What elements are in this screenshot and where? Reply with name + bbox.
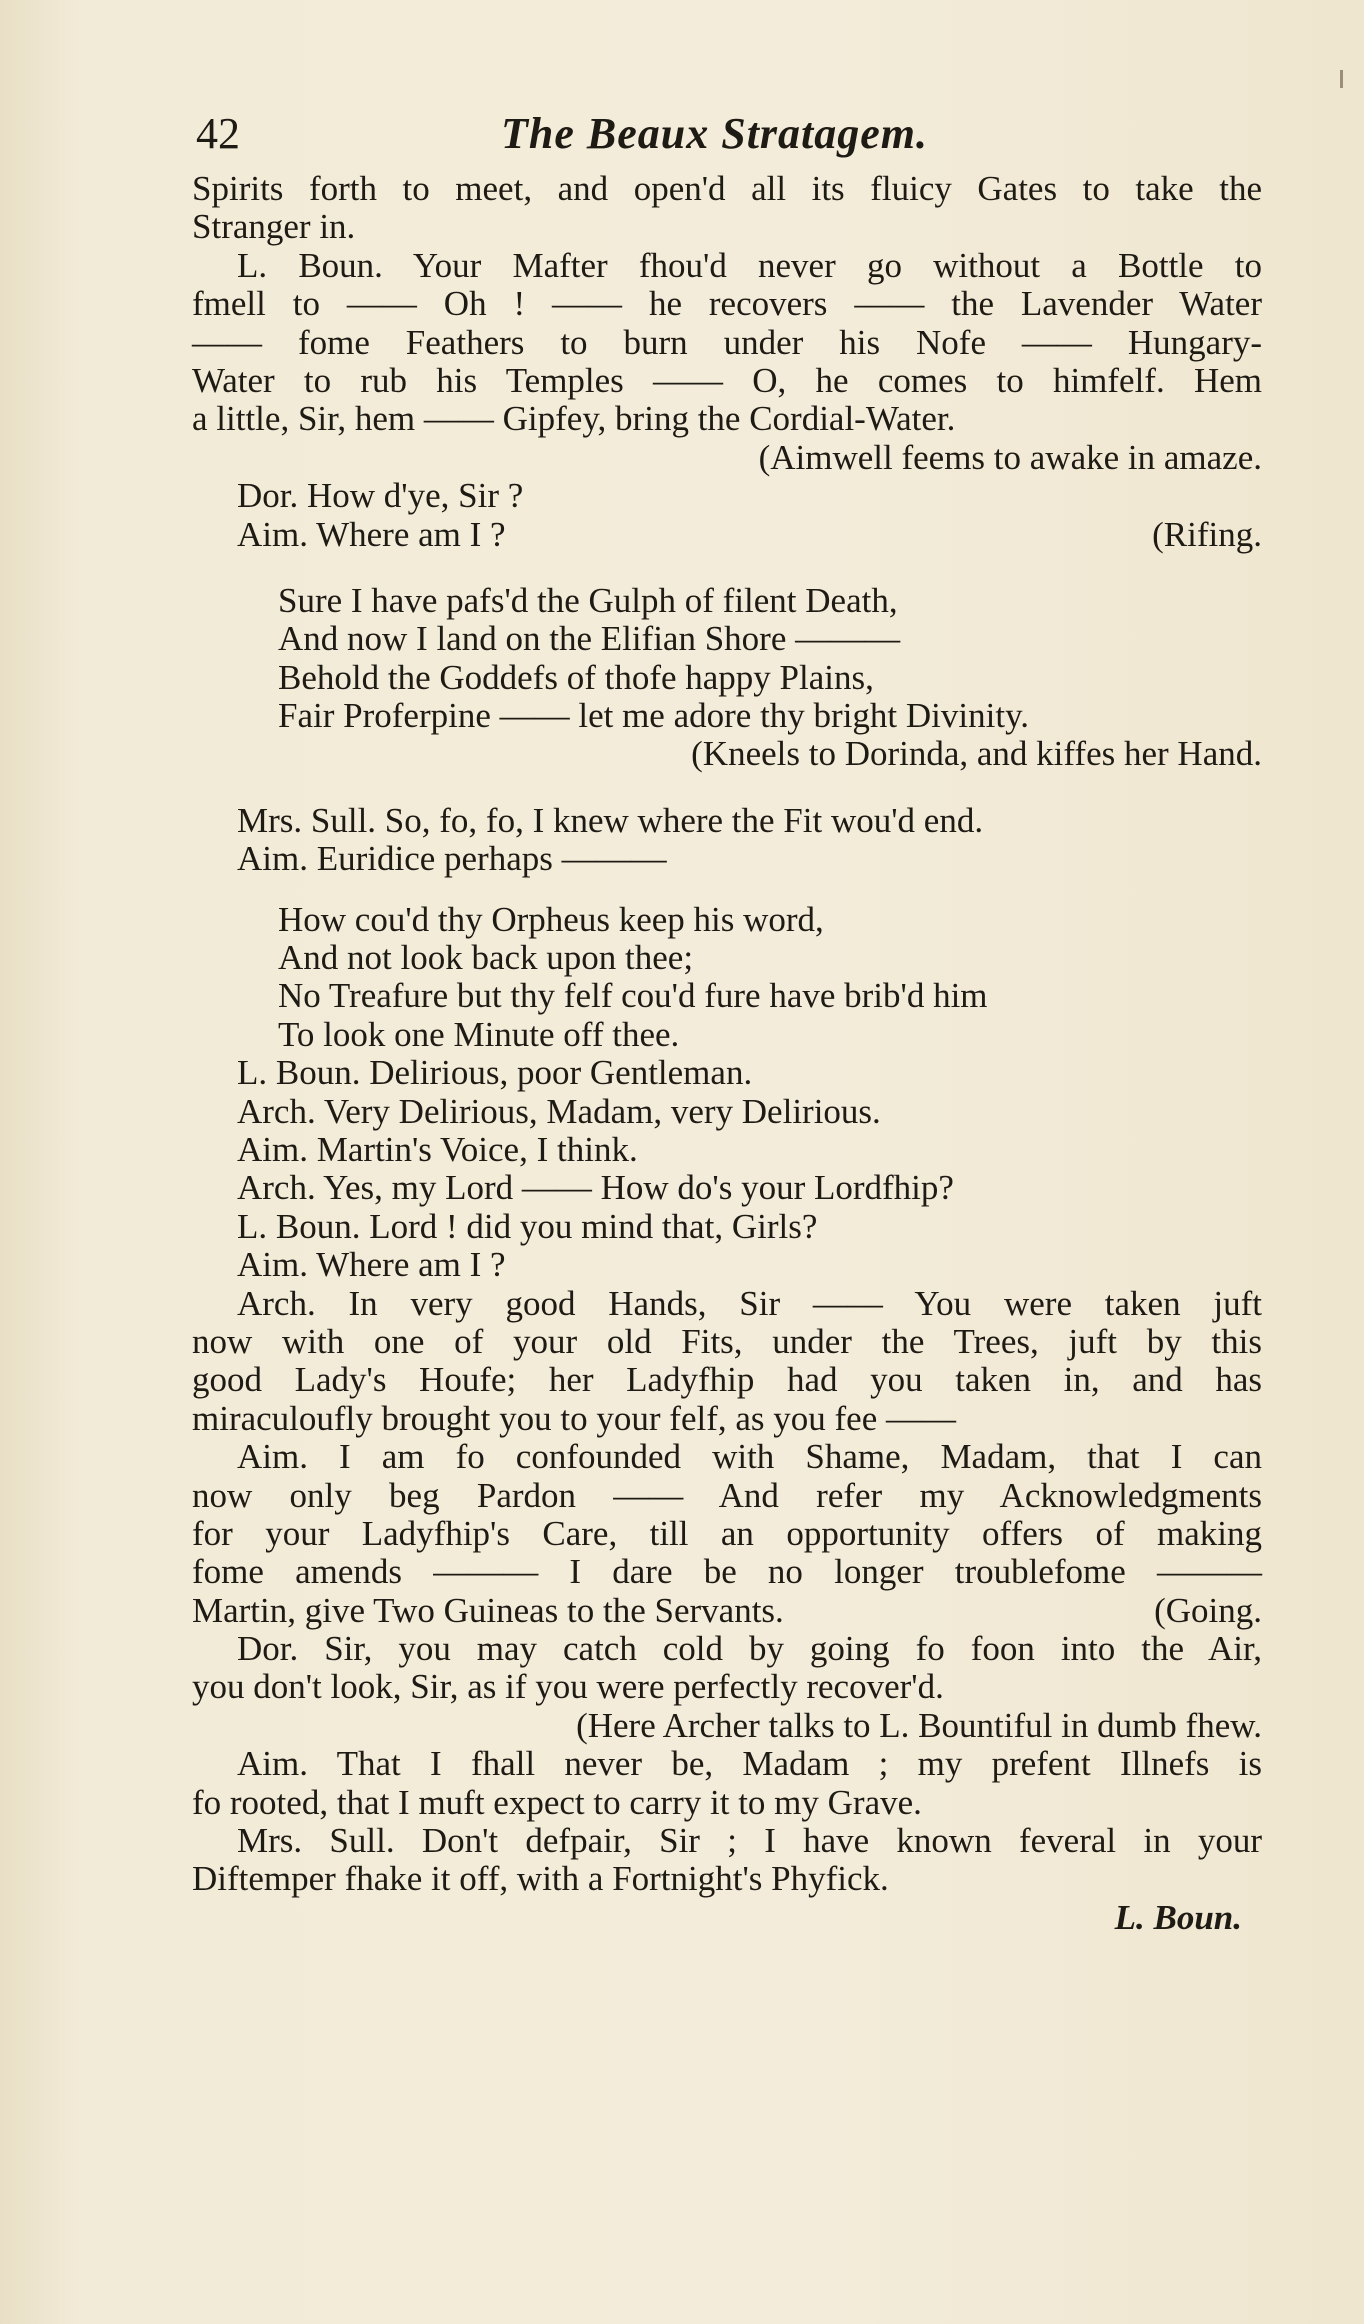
- speech-line: Mrs. Sull. Don't defpair, Sir ; I have known feveral in your: [237, 1821, 1262, 1861]
- text-line: fmell to —— Oh ! —— he recovers —— the Lavender Water: [192, 284, 1262, 324]
- spacer: [192, 554, 1262, 582]
- speech-line: Arch. Yes, my Lord —— How do's your Lordfhip?: [237, 1168, 954, 1208]
- text-line: Diftemper fhake it off, with a Fortnight's Phyfick.: [192, 1859, 889, 1899]
- speech-line: Dor. How d'ye, Sir ?: [237, 476, 524, 516]
- text-line: you don't look, Sir, as if you were perfectly recover'd.: [192, 1667, 944, 1707]
- text-line: miraculoufly brought you to your felf, as you fee ——: [192, 1398, 956, 1438]
- running-title: The Beaux Stratagem.: [501, 109, 929, 158]
- spacer: [192, 879, 1262, 901]
- text-line: for your Ladyfhip's Care, till an opportunity offers of making: [192, 1513, 1262, 1553]
- text-line: Stranger in.: [192, 207, 356, 247]
- verse-line: And now I land on the Elifian Shore ———: [278, 619, 901, 659]
- text-line: fo rooted, that I muft expect to carry it to my Grave.: [192, 1782, 922, 1822]
- page-number: 42: [196, 109, 240, 158]
- page-body: [192, 170, 1262, 1937]
- speech-line: Dor. Sir, you may catch cold by going fo foon into the Air,: [237, 1629, 1262, 1669]
- text-line: now only beg Pardon —— And refer my Acknowledgments: [192, 1475, 1262, 1515]
- spacer: [192, 774, 1262, 802]
- text-line: a little, Sir, hem —— Gipfey, bring the Cordial-Water.: [192, 399, 956, 439]
- verse-line: Sure I have pafs'd the Gulph of filent Death,: [278, 580, 898, 620]
- speech-line: Arch. In very good Hands, Sir —— You were taken juft: [237, 1283, 1262, 1323]
- text-line: now with one of your old Fits, under the Trees, juft by this: [192, 1321, 1262, 1361]
- speech-line: L. Boun. Your Mafter fhou'd never go without a Bottle to: [237, 245, 1262, 285]
- verse-line: Behold the Goddefs of thofe happy Plains,: [278, 657, 874, 697]
- speech-line: Mrs. Sull. So, fo, fo, I knew where the Fit wou'd end.: [237, 800, 984, 840]
- stage-direction: (Here Archer talks to L. Bountiful in dumb fhew.: [576, 1705, 1262, 1745]
- catchword: L. Boun.: [1114, 1897, 1242, 1937]
- verse-line: How cou'd thy Orpheus keep his word,: [278, 899, 824, 939]
- speech-line: Aim. I am fo confounded with Shame, Madam, that I can: [237, 1437, 1262, 1477]
- text-line: good Lady's Houfe; her Ladyfhip had you taken in, and has: [192, 1360, 1262, 1400]
- speech-text: Martin, give Two Guineas to the Servants.: [192, 1590, 784, 1630]
- speech-text: Aim. Where am I ?: [237, 514, 506, 554]
- page-header: [196, 108, 1256, 168]
- paper-speck: [1340, 70, 1343, 88]
- verse-line: And not look back upon thee;: [278, 938, 694, 978]
- speech-line: [192, 516, 1262, 554]
- speech-line: Arch. Very Delirious, Madam, very Delirious.: [237, 1091, 881, 1131]
- text-line: [192, 1592, 1262, 1630]
- verse-line: No Treafure but thy felf cou'd fure have brib'd him: [278, 976, 988, 1016]
- stage-direction: (Going.: [1154, 1590, 1262, 1630]
- speech-line: Aim. Where am I ?: [237, 1245, 506, 1285]
- text-line: Spirits forth to meet, and open'd all its fluicy Gates to take the: [192, 169, 1262, 208]
- text-line: —— fome Feathers to burn under his Nofe —— Hungary-: [192, 322, 1262, 362]
- verse-line: To look one Minute off thee.: [278, 1014, 680, 1054]
- stage-direction: (Aimwell feems to awake in amaze.: [758, 437, 1262, 477]
- text-line: fome amends ——— I dare be no longer troublefome ———: [192, 1552, 1262, 1592]
- stage-direction: (Kneels to Dorinda, and kiffes her Hand.: [691, 734, 1262, 774]
- speech-line: Aim. Martin's Voice, I think.: [237, 1129, 638, 1169]
- speech-line: Aim. Euridice perhaps ———: [237, 839, 667, 879]
- speech-line: L. Boun. Delirious, poor Gentleman.: [237, 1053, 753, 1093]
- verse-line: Fair Proferpine —— let me adore thy bright Divinity.: [278, 696, 1030, 736]
- stage-direction: (Rifing.: [1152, 514, 1262, 554]
- text-line: Water to rub his Temples —— O, he comes to himfelf. Hem: [192, 360, 1262, 400]
- speech-line: Aim. That I fhall never be, Madam ; my prefent Illnefs is: [237, 1744, 1262, 1784]
- speech-line: L. Boun. Lord ! did you mind that, Girls?: [237, 1206, 818, 1246]
